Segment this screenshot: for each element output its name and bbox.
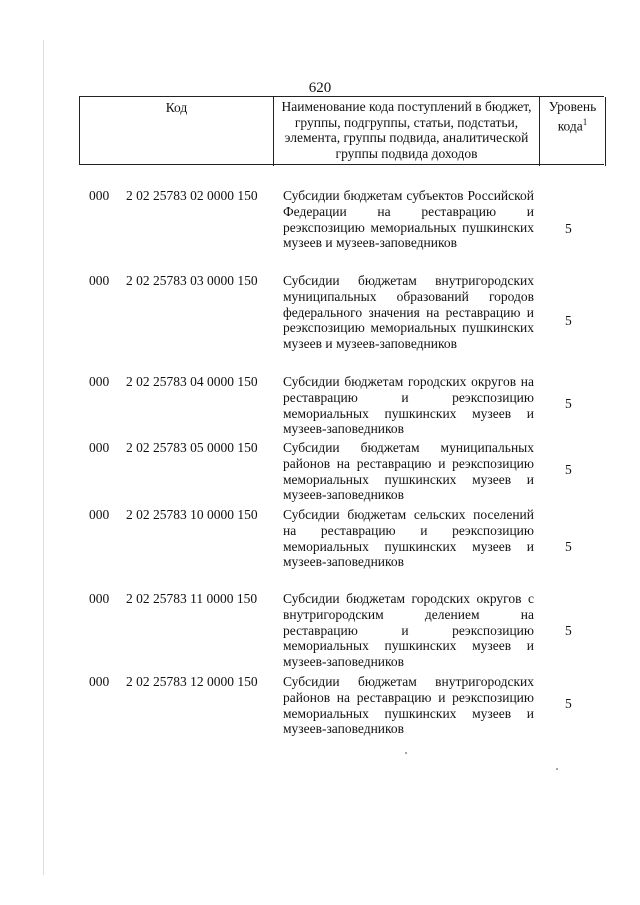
admin-code: 000	[89, 591, 110, 606]
revenue-code: 2 02 25783 10 0000 150	[126, 507, 258, 522]
revenue-name: Субсидии бюджетам городских округов на реставрацию и реэкспозицию мемориальных пушкинских музеев и музеев-заповедников	[283, 374, 534, 437]
header-level-column	[539, 97, 606, 166]
revenue-name: Субсидии бюджетам муниципальных районов на реставрацию и реэкспозицию мемориальных пушкинских музеев и музеев-заповедников	[283, 440, 534, 503]
code-level: 5	[565, 221, 572, 236]
header-code-column	[79, 97, 273, 164]
code-level: 5	[565, 539, 572, 554]
table-header	[79, 96, 604, 165]
revenue-code: 2 02 25783 02 0000 150	[126, 188, 258, 203]
scan-edge	[43, 40, 44, 875]
code-level: 5	[565, 696, 572, 711]
code-level: 5	[565, 462, 572, 477]
header-name-label: Наименование кода поступлений в бюджет, группы, подгруппы, статьи, подстатьи, элемента, группы подвида, аналитической группы подвида доходов	[273, 97, 539, 166]
header-code-label: Код	[165, 100, 188, 115]
scan-speck	[405, 752, 407, 754]
scan-speck	[556, 768, 558, 770]
revenue-code: 2 02 25783 03 0000 150	[126, 273, 258, 288]
revenue-code: 2 02 25783 04 0000 150	[126, 374, 258, 389]
revenue-name: Субсидии бюджетам субъектов Российской Федерации на реставрацию и реэкспозицию мемориальных пушкинских музеев и музеев-заповедников	[283, 188, 534, 251]
admin-code: 000	[89, 674, 110, 689]
admin-code: 000	[89, 440, 110, 455]
code-level: 5	[565, 313, 572, 328]
revenue-code: 2 02 25783 11 0000 150	[126, 591, 258, 606]
code-level: 5	[565, 396, 572, 411]
revenue-name: Субсидии бюджетам внутригородских районов на реставрацию и реэкспозицию мемориальных пушкинских музеев и музеев-заповедников	[283, 674, 534, 737]
revenue-name: Субсидии бюджетам городских округов с внутригородским делением на реставрацию и реэкспозицию мемориальных пушкинских музеев и музеев-заповедников	[283, 591, 534, 670]
revenue-name: Субсидии бюджетам сельских поселений на реставрацию и реэкспозицию мемориальных пушкинских музеев и музеев-заповедников	[283, 507, 534, 570]
revenue-code: 2 02 25783 05 0000 150	[126, 440, 258, 455]
revenue-name: Субсидии бюджетам внутригородских муниципальных образований городов федерального значения на реставрацию и реэкспозицию мемориальных пушкинских музеев и музеев-заповедников	[283, 273, 534, 352]
admin-code: 000	[89, 374, 110, 389]
page-number: 620	[308, 80, 332, 96]
admin-code: 000	[89, 273, 110, 288]
admin-code: 000	[89, 188, 110, 203]
code-level: 5	[565, 623, 572, 638]
header-level-label: Уровень кода	[548, 99, 597, 133]
admin-code: 000	[89, 507, 110, 522]
header-level-footnote: 1	[582, 116, 588, 127]
revenue-code: 2 02 25783 12 0000 150	[126, 674, 258, 689]
